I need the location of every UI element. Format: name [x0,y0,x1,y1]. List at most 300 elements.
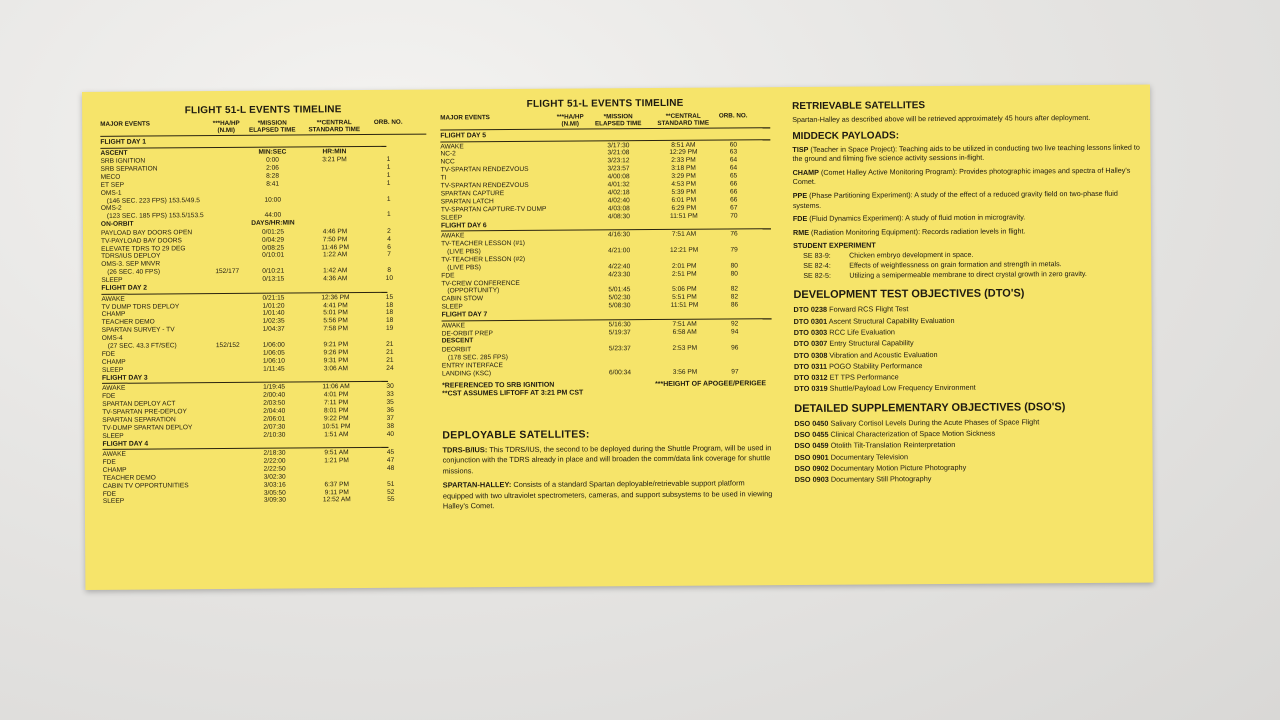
dto-item-code: DTO 0301 [793,316,828,326]
ha-hp-value [210,334,246,342]
met-value: 1/19:45 [263,383,286,391]
spartan-paragraph [443,478,773,512]
met-value: 0/21:15 [262,294,285,302]
met-value: 4/02:40 [607,197,630,205]
orbit-number: 21 [386,348,394,356]
cst-value: 11:06 AM [322,383,350,391]
ha-hp-value [553,197,589,205]
cst-value: 12:36 PM [321,293,350,301]
event-name: (123 SEC. 185 FPS) 153.5/153.5 [106,212,204,221]
ha-hp-value [211,481,247,489]
orbit-number: 1 [386,195,391,203]
dso-item-text: Salivary Cortisol Levels During the Acute Phases of Space Flight [830,417,1040,428]
met-value: 3/21:08 [607,149,630,157]
experiment-item-text: Chicken embryo development in space. [849,251,974,260]
met-value: DAYS/HR:MIN [251,219,295,228]
orbit-number: 60 [729,140,738,148]
ha-hp-value [553,166,589,174]
met-value: 4/16:30 [607,231,631,239]
met-value: 2/07:30 [263,423,286,431]
cst-value: 4:46 PM [322,227,348,236]
met-value: 2/22:00 [263,457,286,465]
header-cst: **CENTRAL STANDARD TIME [308,119,361,134]
ha-hp-value [209,196,245,204]
dto-item [794,381,1144,395]
dto-item-code: DTO 0312 [793,372,828,383]
left-timeline-title: FLIGHT 51-L EVENTS TIMELINE [184,104,342,117]
cst-value: 5:01 PM [323,309,348,317]
orbit-number: 30 [386,382,394,391]
header-ha-hp: ***HA/HP (N.MI) [556,113,584,128]
cst-value: 2:51 PM [671,270,697,278]
dto-item-text: Ascent Structural Capability Evaluation [828,315,955,326]
cst-value: 4:36 AM [323,275,348,283]
cst-value: 2:53 PM [672,344,698,352]
ha-hp-value [209,276,245,284]
met-value: 2/03:50 [263,399,286,407]
event-name: SLEEP [101,366,124,374]
cst-value: 1:22 AM [323,251,348,259]
orbit-number: 7 [387,251,391,259]
experiment-item-code: SE 83-9: [803,252,831,261]
orbit-number: 38 [386,422,395,430]
event-name: TV-TEACHER LESSON (#1) [441,239,525,248]
orbit-number: 36 [386,406,394,414]
ha-hp-value [554,337,590,346]
met-value: 44:00 [264,211,282,220]
payload-item-text: (Radiation Monitoring Equipment): Records radiation levels in flight. [810,226,1026,237]
orbit-number: 97 [731,368,739,376]
cst-value: 9:21 PM [323,341,349,349]
middeck-payloads-title: MIDDECK PAYLOADS: [792,129,900,142]
ha-hp-value [553,181,589,189]
orbit-number: 66 [730,196,738,204]
orbit-number: 82 [730,293,739,301]
event-name: AWAKE [101,295,125,303]
dto-title: DEVELOPMENT TEST OBJECTIVES (DTO'S) [793,287,1025,302]
ha-hp-value [211,474,247,482]
event-name: TV-DUMP SPARTAN DEPLOY [102,423,193,432]
met-value: 3/03:16 [263,481,286,489]
ha-hp-value [209,252,245,260]
event-name: TV-PAYLOAD BAY DOORS [101,236,182,245]
dto-item-code: DTO 0319 [794,384,828,394]
orbit-number: 66 [730,188,738,196]
met-value: 5/19:37 [608,328,631,336]
dto-item-code: DTO 0238 [793,305,828,315]
event-name: (178 SEC. 285 FPS) [447,353,508,362]
payload-item [793,189,1143,211]
cst-value: 5:39 PM [671,188,697,196]
flight-day-heading: FLIGHT DAY 3 [102,373,388,384]
met-value: 4/00:08 [607,173,630,181]
event-name: (146 SEC. 223 FPS) 153.5/49.5 [106,196,200,205]
flight-day-heading: FLIGHT DAY 5 [440,130,770,142]
event-name: OMS-1 [100,189,122,197]
spartan-label: SPARTAN-HALLEY: [442,480,512,490]
cst-value: 3:18 PM [671,164,696,173]
orbit-number: 65 [729,172,738,180]
met-value: 2/06:01 [263,415,286,423]
ha-hp-value [554,329,590,337]
event-name: TV-SPARTAN RENDEZVOUS [440,166,529,174]
retrievable-satellites-text: Spartan-Halley as described above will be retrieved approximately 45 hours after deployment. [792,112,1091,125]
met-value: 4/02:18 [607,189,630,197]
cst-value: 9:11 PM [324,488,349,496]
orbit-number: 6 [387,243,391,251]
event-name: TDRS/IUS DEPLOY [101,252,161,261]
event-name: ET SEP [100,181,125,189]
orbit-number [719,238,749,246]
ha-hp-value [209,294,245,302]
event-name: PAYLOAD BAY DOORS OPEN [100,228,193,237]
ha-hp-value [553,271,589,279]
event-name: CHAMP [101,311,126,319]
dso-item-code: DSO 0450 [794,418,829,428]
header-orbit: ORB. NO. [373,118,403,126]
left-timeline-rows [100,137,429,507]
ha-hp-value [553,279,589,287]
cst-value: 4:53 PM [671,180,696,188]
dso-item [795,472,1145,486]
dso-title: DETAILED SUPPLEMENTARY OBJECTIVES (DSO'S) [794,400,1066,415]
ha-hp-value [210,318,246,326]
cst-value: 1:42 AM [323,267,348,275]
cst-value: 3:56 PM [672,368,698,376]
met-value: 3/23:12 [607,157,630,165]
met-value: 8:28 [266,172,280,180]
ha-hp-value [209,204,245,212]
event-name: ON-ORBIT [100,220,134,229]
ha-hp-value [553,189,589,197]
payload-item [792,142,1142,164]
dso-item-code: DSO 0459 [794,441,829,451]
event-name: SPARTAN DEPLOY ACT [102,400,176,408]
event-name: CHAMP [101,358,126,366]
dso-item-code: DSO 0903 [794,474,829,485]
orbit-number: 76 [730,230,738,238]
dto-item-text: Shuttle/Payload Low Frequency Environment [829,383,976,394]
retrievable-satellites-title: RETRIEVABLE SATELLITES [792,100,926,113]
met-value: 1/06:10 [262,357,285,365]
event-name: TV-CREW CONFERENCE [441,279,520,287]
ha-hp-value [552,158,588,166]
event-name: (LIVE PBS) [447,248,481,256]
cst-value: 9:26 PM [323,349,349,357]
payload-item-code: RME [792,227,810,237]
payload-item-code: CHAMP [792,167,819,177]
cst-value: 9:51 AM [324,449,349,457]
met-value: 1/01:40 [262,309,285,318]
event-name: FDE [441,271,455,280]
met-value: 5/01:45 [608,286,631,294]
orbit-number: 47 [386,456,395,464]
orbit-number: 21 [386,340,394,348]
orbit-number: 1 [386,163,391,171]
orbit-number: 24 [386,364,394,372]
ha-hp-value [209,260,245,268]
orbit-number [719,254,749,262]
met-value: 0/08:25 [262,244,285,252]
cst-value: 6:58 AM [672,328,697,336]
met-value: 4/22:40 [608,262,631,271]
orbit-number: 15 [385,293,394,301]
deployable-satellites-title: DEPLOYABLE SATELLITES: [442,428,590,442]
event-name: FDE [102,490,117,498]
cst-value: 7:50 PM [322,235,348,243]
ha-hp-value [553,263,589,271]
event-name: MECO [100,173,121,181]
ha-hp-value [210,358,246,366]
event-name: SLEEP [440,214,463,222]
orbit-number: 55 [387,496,395,504]
ha-hp-value [210,408,246,416]
met-value: 5/08:30 [608,302,631,310]
middle-table-header [440,112,770,130]
cst-value: 8:51 AM [671,141,696,149]
met-value: 1/06:00 [262,341,285,349]
orbit-number: 37 [386,414,394,422]
event-name: ASCENT [100,149,128,157]
ha-hp-value [210,384,246,392]
event-name: DESCENT [441,337,474,345]
header-ha-hp: ***HA/HP (N.MI) [212,119,240,135]
payload-item [793,212,1143,224]
met-value: 8:41 [266,180,280,188]
cst-value: 12:29 PM [669,149,698,157]
experiment-item-text: Effects of weightlessness on grain formation and strength in metals. [849,260,1062,270]
met-value: 5/16:30 [608,320,631,328]
header-cst: **CENTRAL STANDARD TIME [657,112,710,127]
cst-value: 5:51 PM [672,294,697,302]
dto-item-code: DTO 0307 [793,339,828,349]
event-name: TV DUMP TDRS DEPLOY [101,302,180,311]
met-value: 0:00 [266,156,279,164]
event-name: TV-SPARTAN RENDEZVOUS [440,181,529,190]
cst-value: 11:51 PM [670,301,699,310]
ha-hp-value [553,255,589,263]
cst-value: 2:01 PM [671,262,697,270]
cst-value: 5:06 PM [672,286,697,294]
ha-hp-value [209,244,245,252]
orbit-number: 18 [385,317,394,325]
ha-hp-value [553,213,589,221]
student-experiment-list [793,249,1143,281]
ha-hp-value [209,237,245,245]
dso-item-text: Documentary Still Photography [830,474,932,484]
ha-hp-value [210,431,246,439]
orbit-number: 96 [731,344,739,352]
flight-day-heading: FLIGHT DAY 2 [101,283,387,294]
met-value: MIN:SEC [258,148,287,156]
event-name: (26 SEC. 40 FPS) [107,268,161,277]
dto-item-text: Forward RCS Flight Test [829,304,909,315]
event-name: FDE [102,392,116,400]
met-value: 4/21:00 [608,247,631,255]
event-name: LANDING (KSC) [441,369,492,378]
cst-value: 2:33 PM [671,157,696,165]
dso-item-code: DSO 0455 [794,429,829,440]
tdrs-label: TDRS-B/IUS: [442,444,488,455]
cst-value: 1:51 AM [324,430,349,438]
ha-hp-value [553,247,589,255]
orbit-number: 1 [386,171,391,179]
cst-value: 3:21 PM [322,156,347,164]
orbit-number: 79 [730,246,738,254]
ha-hp-value [553,174,589,182]
met-value: 0/04:29 [262,236,285,244]
orbit-number [369,219,409,228]
event-name: ELEVATE TDRS TO 29 DEG [101,244,186,253]
cst-value: 5:56 PM [323,317,348,325]
event-name: TEACHER DEMO [102,474,156,482]
orbit-number: 1 [386,155,391,163]
orbit-number: 52 [387,488,395,496]
orbit-number [720,336,750,345]
orbit-number: 80 [730,270,738,278]
orbit-number: 64 [729,156,738,164]
met-value: 2/04:40 [263,407,286,415]
event-name: NCC [440,158,455,166]
dso-item-code: DSO 0902 [794,463,829,473]
met-value: 3/02:30 [263,473,286,481]
ha-hp-value [209,212,245,220]
payload-item-code: PPE [792,190,808,201]
met-value: 3/09:30 [263,497,286,505]
event-name: SPARTAN SEPARATION [102,416,176,424]
cst-value: 7:58 PM [323,325,348,333]
ha-hp-value [553,303,589,311]
ha-hp-value [209,188,245,196]
event-name: SPARTAN CAPTURE [440,189,505,198]
event-name: AWAKE [102,450,126,458]
ha-hp-value [208,157,244,165]
met-value: 1/11:45 [263,365,285,373]
experiment-item-text: Utilizing a semipermeable membrane to direct crystal growth in zero gravity. [849,270,1087,280]
ha-hp-value [554,369,590,377]
ha-hp-value [210,416,246,424]
dto-item-code: DTO 0308 [793,350,828,360]
ha-hp-value [553,239,589,247]
met-value: 0/10:01 [262,252,285,260]
experiment-item [793,269,1143,281]
orbit-number: 18 [385,301,394,309]
met-value: 5/23:37 [608,345,631,353]
tdrs-paragraph [442,443,772,477]
ha-hp-value [552,142,588,150]
dto-item-code: DTO 0303 [793,327,828,337]
met-value: 3/17:30 [607,141,630,149]
dto-item-text: ET TPS Performance [829,372,899,382]
footnote-apogee: ***HEIGHT OF APOGEE/PERIGEE [655,379,767,388]
event-name: CABIN TV OPPORTUNITIES [102,481,189,490]
cst-value: HR:MIN [322,147,347,155]
orbit-number [368,147,408,156]
ha-hp-value [209,229,245,237]
orbit-number: 18 [385,309,394,317]
ha-hp-value [210,392,246,400]
orbit-number: 4 [387,235,391,243]
ha-hp-value [209,220,245,229]
orbit-number: 45 [386,448,395,456]
dto-item-text: RCC Life Evaluation [829,327,896,337]
middeck-payload-list [792,142,1143,237]
event-name: DE-ORBIT PREP [441,329,493,338]
met-value: 2/22:50 [263,465,286,473]
experiment-item-code: SE 82-4: [803,262,831,271]
met-value: 2/18:30 [263,449,286,457]
ha-hp-value [554,353,590,361]
cst-value: 7:11 PM [324,399,349,407]
met-value: 0/01:25 [261,228,285,236]
flight-day-heading: FLIGHT DAY 1 [100,137,386,148]
event-name: SPARTAN SURVEY - TV [101,326,175,335]
event-name: TV-TEACHER LESSON (#2) [441,255,526,264]
header-orbit: ORB. NO. [718,112,748,120]
left-table-header [100,119,426,137]
orbit-number: 82 [730,285,739,293]
ha-hp-value [553,205,589,213]
header-met: *MISSION ELAPSED TIME [248,119,296,134]
event-name: ENTRY INTERFACE [441,361,503,370]
payload-item-text: (Teacher in Space Project): Teaching aids to be utilized in conducting two live teaching lessons linked to the ground and filming five science activity sessions in-flight. [792,142,1140,164]
event-name: TV-SPARTAN CAPTURE-TV DUMP [440,205,547,214]
event-name: FDE [101,350,116,358]
ha-hp-value [210,400,246,408]
met-value: 5/02:30 [608,294,631,302]
event-name: TI [440,174,447,182]
met-value: 4/03:08 [607,204,630,213]
event-name: (27 SEC. 43.3 FT/SEC) [107,342,177,350]
ha-hp-value [211,489,247,497]
orbit-number [719,278,749,286]
payload-item-code: FDE [792,214,808,224]
orbit-number: 21 [386,356,394,364]
ha-hp-value [211,458,247,466]
met-value: 1/01:20 [262,302,285,310]
footnote-srb: *REFERENCED TO SRB IGNITION [442,381,555,390]
cst-value: 1:21 PM [324,457,349,465]
orbit-number: 2 [387,227,391,235]
ha-hp-value [553,287,589,295]
ha-hp-value [552,150,588,158]
ha-hp-value [553,295,589,303]
met-value: 2:06 [266,164,279,172]
ha-hp-value: 152/152 [215,341,240,350]
orbit-number: 33 [386,390,394,398]
orbit-number: 10 [385,275,394,283]
payload-info-column [792,97,1145,486]
met-value: 4/01:32 [607,181,630,189]
spartan-text: Consists of a standard Spartan deployable/retrievable support platform equipped with two ultraviolet spectrometers, cameras, and support subsystems to be used in viewing Halley's Comet. [442,478,773,511]
dto-item-code: DTO 0311 [793,361,828,371]
orbit-number: 40 [386,430,395,438]
middle-timeline-column [440,97,773,516]
payload-item-text: (Fluid Dynamics Experiment): A study of fluid motion in microgravity. [809,212,1026,224]
ha-hp-value [209,173,245,181]
timeline-row [442,368,772,378]
event-name: FDE [102,458,116,466]
cst-value: 6:29 PM [671,204,697,212]
header-major-events: MAJOR EVENTS [440,114,490,122]
dto-list [794,302,1145,395]
ha-hp-value [211,466,247,474]
met-value: 10:00 [264,196,282,204]
event-name: AWAKE [441,321,465,330]
ha-hp-value [208,148,244,157]
cst-value: 6:37 PM [324,480,350,488]
orbit-number: 86 [730,301,739,309]
